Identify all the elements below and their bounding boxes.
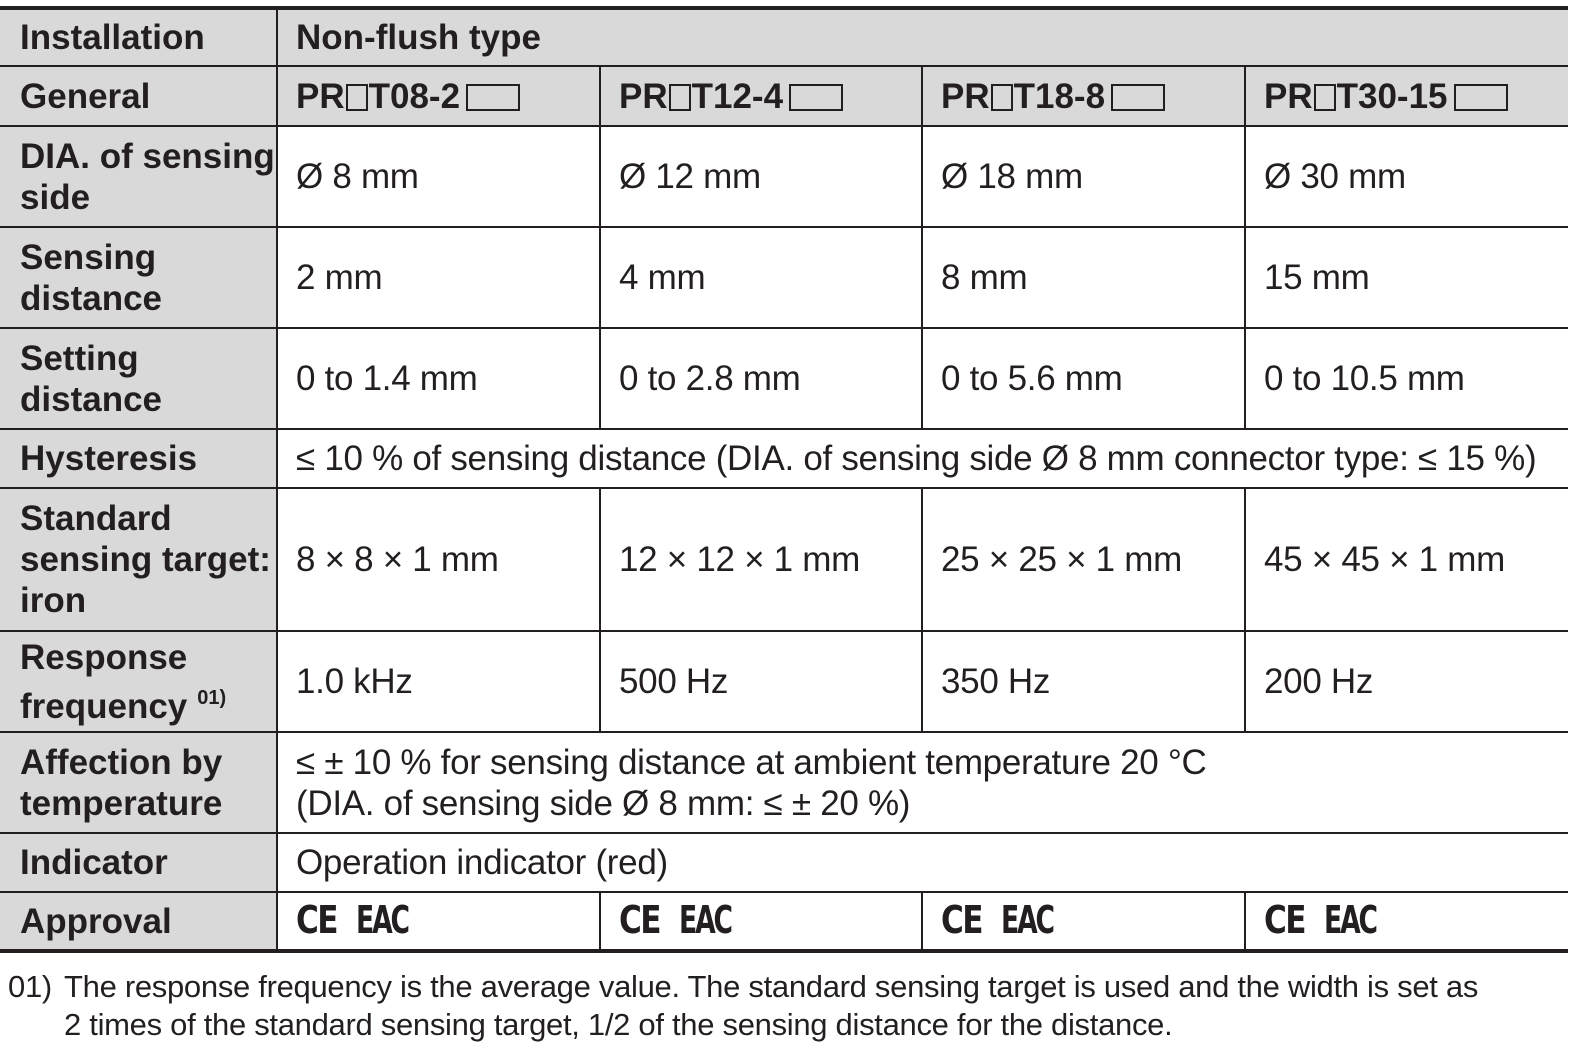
sensing-target-value: 45 × 45 × 1 mm <box>1245 488 1568 631</box>
row-sensing-target <box>0 488 1568 631</box>
label-line: distance <box>20 379 162 419</box>
ce-mark-icon: CE <box>941 898 982 942</box>
eac-mark-icon: EAC <box>1324 898 1376 942</box>
sensing-distance-label <box>0 227 277 328</box>
row-sensing-distance <box>0 227 1568 328</box>
indicator-label: Indicator <box>0 833 277 892</box>
dia-value: Ø 18 mm <box>922 126 1245 227</box>
response-frequency-value: 1.0 kHz <box>277 631 600 732</box>
footnote-line: 2 times of the standard sensing target, 1/2 of the sensing distance for the distance. <box>64 1007 1173 1042</box>
response-frequency-value: 200 Hz <box>1245 631 1568 732</box>
setting-distance-label <box>0 328 277 429</box>
label-line: Setting <box>20 338 139 378</box>
model-header <box>1245 66 1568 126</box>
temperature-label <box>0 732 277 833</box>
label-line: Response <box>20 637 188 677</box>
label-line: Standard <box>20 499 172 538</box>
row-response-frequency <box>0 631 1568 732</box>
placeholder-box <box>991 84 1013 111</box>
row-setting-distance <box>0 328 1568 429</box>
footnote-line <box>8 968 1478 1006</box>
placeholder-box <box>669 84 691 111</box>
placeholder-box <box>1111 84 1165 111</box>
row-approval <box>0 892 1568 951</box>
approval-marks <box>600 892 922 951</box>
placeholder-box <box>466 84 520 111</box>
approval-marks <box>1245 892 1568 951</box>
row-installation <box>0 8 1568 66</box>
sensing-distance-value: 2 mm <box>277 227 600 328</box>
model-suffix: T08-2 <box>368 76 461 116</box>
label-line: distance <box>20 278 162 318</box>
model-suffix: T30-15 <box>1336 76 1448 116</box>
sensing-distance-value: 15 mm <box>1245 227 1568 328</box>
model-prefix: PR <box>296 76 345 116</box>
dia-value: Ø 30 mm <box>1245 126 1568 227</box>
sensing-distance-value: 4 mm <box>600 227 922 328</box>
installation-label: Installation <box>0 8 277 66</box>
sensing-target-label <box>0 488 277 631</box>
model-prefix: PR <box>1264 76 1313 116</box>
footnote-number: 01) <box>8 969 52 1004</box>
indicator-value: Operation indicator (red) <box>277 833 1568 892</box>
response-frequency-value: 350 Hz <box>922 631 1245 732</box>
sensing-target-value: 8 × 8 × 1 mm <box>277 488 600 631</box>
installation-value: Non-flush type <box>277 8 1568 66</box>
approval-marks <box>277 892 600 951</box>
sensing-distance-value: 8 mm <box>922 227 1245 328</box>
dia-label <box>0 126 277 227</box>
response-frequency-value: 500 Hz <box>600 631 922 732</box>
response-frequency-label <box>0 631 277 732</box>
setting-distance-value: 0 to 1.4 mm <box>277 328 600 429</box>
footnote <box>8 968 1478 1044</box>
label-line: temperature <box>20 783 223 823</box>
row-indicator <box>0 833 1568 892</box>
ce-mark-icon: CE <box>296 898 337 942</box>
label-line: DIA. of sensing <box>20 136 275 176</box>
model-header <box>600 66 922 126</box>
footnote-text: The response frequency is the average value. The standard sensing target is used and the width is set as <box>64 969 1479 1004</box>
approval-marks <box>922 892 1245 951</box>
value-line: ≤ ± 10 % for sensing distance at ambient temperature 20 °C <box>296 742 1207 782</box>
placeholder-box <box>1454 84 1508 111</box>
value-line: (DIA. of sensing side Ø 8 mm: ≤ ± 20 %) <box>296 783 911 823</box>
model-prefix: PR <box>619 76 668 116</box>
label-line: frequency <box>20 686 188 726</box>
approval-label: Approval <box>0 892 277 951</box>
model-header <box>922 66 1245 126</box>
row-general <box>0 66 1568 126</box>
model-prefix: PR <box>941 76 990 116</box>
sensing-target-value: 25 × 25 × 1 mm <box>922 488 1245 631</box>
label-line: side <box>20 177 91 217</box>
ce-mark-icon: CE <box>1264 898 1305 942</box>
eac-mark-icon: EAC <box>679 898 731 942</box>
eac-mark-icon: EAC <box>1001 898 1053 942</box>
model-suffix: T12-4 <box>691 76 784 116</box>
setting-distance-value: 0 to 2.8 mm <box>600 328 922 429</box>
spec-table <box>0 6 1568 953</box>
temperature-value <box>277 732 1568 833</box>
hysteresis-label: Hysteresis <box>0 429 277 488</box>
sensing-target-value: 12 × 12 × 1 mm <box>600 488 922 631</box>
row-dia <box>0 126 1568 227</box>
dia-value: Ø 12 mm <box>600 126 922 227</box>
row-hysteresis <box>0 429 1568 488</box>
dia-value: Ø 8 mm <box>277 126 600 227</box>
label-line: Sensing <box>20 237 157 277</box>
setting-distance-value: 0 to 10.5 mm <box>1245 328 1568 429</box>
general-label: General <box>0 66 277 126</box>
label-line: sensing target: <box>20 540 271 579</box>
model-suffix: T18-8 <box>1013 76 1106 116</box>
placeholder-box <box>1314 84 1336 111</box>
placeholder-box <box>346 84 368 111</box>
label-line: iron <box>20 581 87 620</box>
setting-distance-value: 0 to 5.6 mm <box>922 328 1245 429</box>
hysteresis-value: ≤ 10 % of sensing distance (DIA. of sensing side Ø 8 mm connector type: ≤ 15 %) <box>277 429 1568 488</box>
footnote-ref: 01) <box>197 686 227 709</box>
placeholder-box <box>789 84 843 111</box>
ce-mark-icon: CE <box>619 898 660 942</box>
model-header <box>277 66 600 126</box>
row-temperature <box>0 732 1568 833</box>
label-line: Affection by <box>20 742 223 782</box>
eac-mark-icon: EAC <box>356 898 408 942</box>
